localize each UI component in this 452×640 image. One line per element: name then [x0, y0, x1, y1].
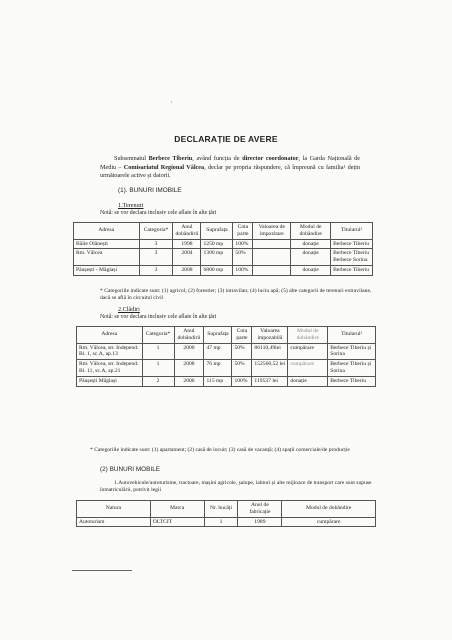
intro-text-3: , la Garda Națională de Mediu –	[100, 155, 361, 171]
cell-mod: donație	[291, 239, 331, 249]
cell-suprafata: 47 mp	[204, 343, 232, 360]
cell-mod: donație	[291, 265, 331, 275]
cell-valoare: 86110,49lei	[252, 343, 288, 360]
scan-artifact-mark: '	[171, 100, 173, 108]
col-header: Modul de dobândire	[288, 327, 328, 344]
cell-adresa: Rm. Vâlcea, str. Independ. Bl. 1, sc.A, ap.13	[77, 343, 143, 360]
table-row	[77, 517, 376, 527]
col-header: Titularul²	[328, 327, 376, 344]
cell-valoare	[253, 249, 291, 266]
table-row	[77, 343, 376, 360]
col-header: Anul de fabricație	[238, 501, 282, 518]
cell-categoria: 1	[142, 343, 174, 360]
col-header: Categoria*	[142, 327, 174, 344]
col-header: Nr. bucăți	[204, 501, 238, 518]
land-heading-text: 1.Terenuri	[118, 202, 144, 209]
cell-anul: 1998	[173, 239, 201, 249]
cell-suprafata: 115 mp	[204, 376, 232, 386]
col-header: Anul dobândirii	[173, 223, 201, 240]
cell-adresa: Băile Olănești	[74, 239, 140, 249]
cell-mod: donație	[288, 376, 328, 386]
buildings-heading	[118, 306, 140, 313]
buildings-table-header	[77, 327, 376, 344]
section-bunuri-mobile-heading: (2) BUNURI MOBILE	[100, 466, 161, 473]
col-header: Suprafața	[204, 327, 232, 344]
cell-titular: Berbece Tiberiu	[331, 265, 373, 275]
table-row	[74, 239, 373, 249]
cell-titular: Berbece Tiberiu	[328, 376, 376, 386]
cell-suprafata: 6800 mp	[201, 265, 233, 275]
land-table-header	[74, 223, 373, 240]
col-header: Valoarea impozabilă	[252, 327, 288, 344]
cell-adresa: Păușești - Măglași	[74, 265, 140, 275]
cell-anul: 2008	[173, 265, 201, 275]
cell-anul: 2006	[174, 376, 204, 386]
cell-cota: 100%	[233, 265, 253, 275]
buildings-heading-text: 2.Clădiri	[118, 306, 140, 313]
cell-valoare: 119537 lei	[252, 376, 288, 386]
col-header: Modul de dobândire	[291, 223, 331, 240]
col-header: Cota parte	[233, 223, 253, 240]
cell-categoria: 3	[139, 249, 173, 266]
cell-cota: 50%	[232, 360, 252, 377]
section-bunuri-imobile-heading: (1). BUNURI IMOBILE	[118, 187, 182, 194]
cell-titular: Berbece Tiberiu	[331, 239, 373, 249]
vehicles-heading: 1.Autovehicule/autoturisme, tractoare, mașini agricole, șalupe, iahturi și alte mijloace de transport care sunt supuse înmatriculării, potrivit legii	[100, 480, 372, 494]
cell-mod: donație	[291, 249, 331, 266]
cell-cota: 50%	[233, 249, 253, 266]
cell-anul: 2004	[173, 249, 201, 266]
vehicles-table-header	[77, 501, 376, 518]
cell-suprafata: 76 mp	[204, 360, 232, 377]
col-header: Titularul²	[331, 223, 373, 240]
declarant-name: Berbece Tiberiu	[148, 155, 193, 162]
table-row	[77, 360, 376, 377]
buildings-category-footnote: * Categoriile indicate sunt: (1) apartament; (2) casă de locuit; (3) casă de vacanță; (4) spații comerciale/de producție	[90, 447, 350, 453]
col-header: Natura	[77, 501, 151, 518]
cell-suprafata: 1300 mp	[201, 249, 233, 266]
cell-adresa: Rm. Vâlcea	[74, 249, 140, 266]
cell-adresa: Păușești Măglași	[77, 376, 143, 386]
table-row	[77, 376, 376, 386]
cell-nr: 1	[204, 517, 238, 527]
cell-natura: Autoturism	[77, 517, 151, 527]
land-table	[73, 222, 373, 276]
cell-mod: cumpărare	[288, 360, 328, 377]
col-header: Valoarea de impozitare	[253, 223, 291, 240]
page-title: DECLARAȚIE DE AVERE	[174, 134, 278, 144]
cell-categoria: 3	[139, 239, 173, 249]
intro-paragraph	[100, 155, 360, 181]
land-category-footnote: * Categoriile indicate sunt: (1) agricol; (2) forestier; (3) intravilan; (4) luciu apă; (5) alte categorii de terenuri extravilane, dacă se află în circuitul civil	[100, 288, 372, 302]
cell-categoria: 1	[142, 360, 174, 377]
cell-valoare	[253, 239, 291, 249]
intro-text-2: , având funcția de	[192, 155, 240, 162]
declarant-role: director coordonator	[242, 155, 299, 162]
cell-marca: OLTCIT	[150, 517, 204, 527]
cell-mod: cumpărare	[288, 343, 328, 360]
col-header: Categoria*	[139, 223, 173, 240]
cell-cota: 50%	[232, 343, 252, 360]
col-header: Modul de dobândire	[282, 501, 376, 518]
buildings-note: Notă: se vor declara inclusiv cele aflate în alte țări	[100, 314, 217, 320]
table-row	[74, 249, 373, 266]
cell-anul: 2008	[174, 360, 204, 377]
land-heading	[118, 202, 144, 209]
col-header: Cota parte	[232, 327, 252, 344]
declarant-office: Comisariatul Regional Vâlcea	[123, 163, 205, 171]
cell-titular: Berbece Tiberiu Berbece Sorina	[331, 249, 373, 266]
col-header: Adresa	[74, 223, 140, 240]
cell-titular: Berbece Tiberiu și Sorina	[328, 360, 376, 377]
col-header: Suprafața	[201, 223, 233, 240]
cell-anul: 2000	[174, 343, 204, 360]
col-header: Marca	[150, 501, 204, 518]
vehicles-table	[76, 500, 376, 527]
cell-valoare: 152560,52 lei	[252, 360, 288, 377]
table-row	[74, 265, 373, 275]
footnote-separator	[72, 570, 132, 571]
col-header: Adresa	[77, 327, 143, 344]
cell-categoria: 2	[142, 376, 174, 386]
cell-valoare	[253, 265, 291, 275]
intro-text-1: Subsemnatul	[114, 155, 146, 162]
col-header: Anul dobândirii	[174, 327, 204, 344]
intro-text-4: , declar pe propria răspundere, că împreună cu familia¹ dețin următoarele active și datorii.	[100, 163, 360, 180]
cell-titular: Berbece Tiberiu și Sorina	[328, 343, 376, 360]
cell-suprafata: 1250 mp	[201, 239, 233, 249]
cell-cota: 100%	[233, 239, 253, 249]
cell-anul: 1989	[238, 517, 282, 527]
cell-mod: cumpărare	[282, 517, 376, 527]
cell-adresa: Rm. Vâlcea, str. Independ. Bl. 11, sc.A, ap.21	[77, 360, 143, 377]
buildings-table	[76, 326, 376, 387]
cell-cota: 100%	[232, 376, 252, 386]
cell-categoria: 3	[139, 265, 173, 275]
land-note: Notă: se vor declara inclusiv cele aflate în alte țări	[100, 210, 217, 216]
